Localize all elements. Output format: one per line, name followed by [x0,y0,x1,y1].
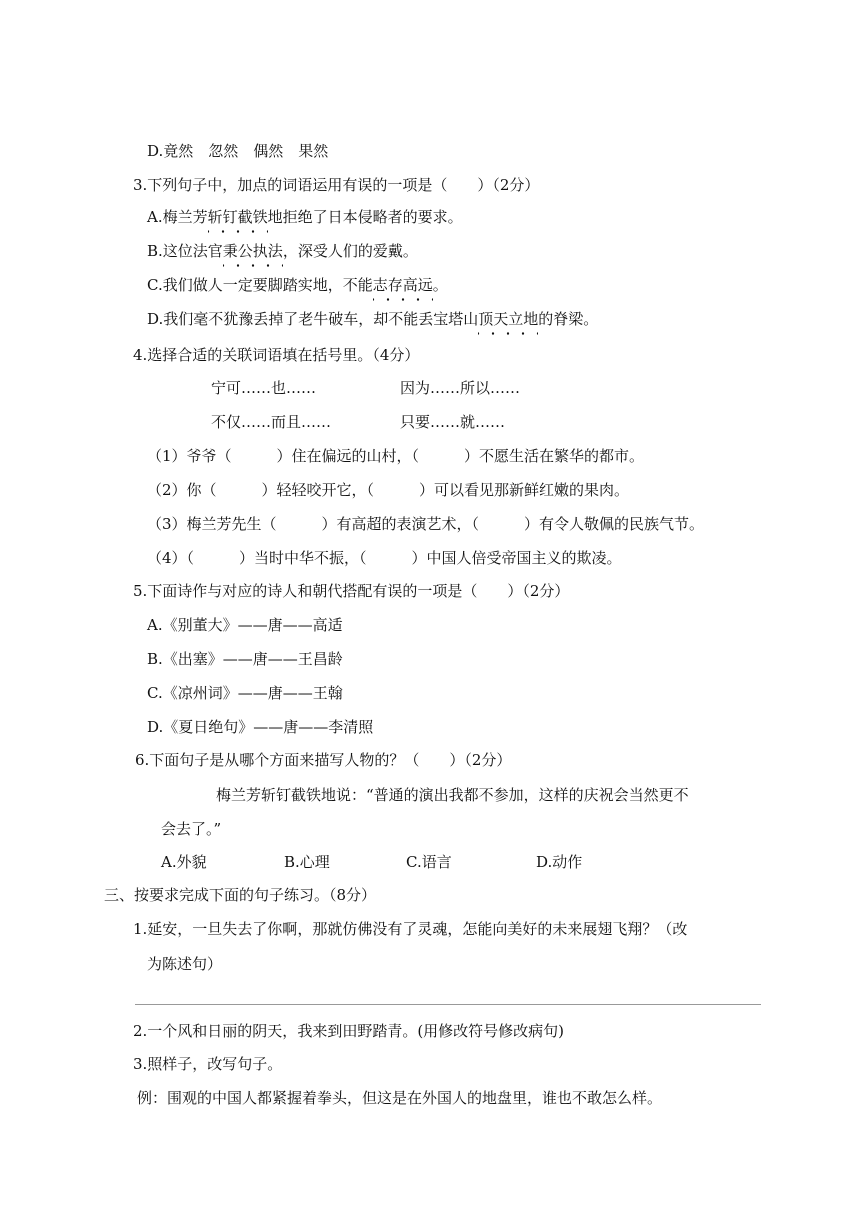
q3c-text-end: 。 [432,276,448,294]
q6-option-d: D.动作 [536,853,583,871]
q3a-dotted-word: 斩钉截铁 [207,208,268,226]
q5-option-b: B.《出塞》——唐——王昌龄 [147,650,343,668]
q3b-text-end: ，深受人们的爱戴。 [282,242,418,260]
q6-option-a: A.外貌 [161,853,207,871]
s3-question-1-line-2: 为陈述句） [147,955,223,973]
q4-item-3: （3）梅兰芳先生（ ）有高超的表演艺术，（ ）有令人敬佩的民族气节。 [147,515,705,533]
q3b-dotted-word: 秉公执法 [222,242,283,260]
q3d-text: D.我们毫不犹豫丢掉了老牛破车，却不能丢宝塔山 [147,310,479,328]
q5-option-a: A.《别董大》——唐——高适 [147,616,343,634]
question-4: 4.选择合适的关联词语填在括号里。（4分） [133,346,420,364]
q3c-text: C.我们做人一定要脚踏实地，不能 [147,276,373,294]
q3-option-b [147,240,418,262]
q3a-text: A.梅兰芳 [147,208,208,226]
q4-item-1: （1）爷爷（ ）住在偏远的山村，（ ）不愿生活在繁华的都市。 [147,447,645,465]
q3-option-c [147,274,448,296]
s3-question-1-line-1: 1.延安，一旦失去了你啊，那就仿佛没有了灵魂，怎能向美好的未来展翅飞翔？（改 [133,920,688,938]
q5-option-c: C.《凉州词》——唐——王翰 [147,684,343,702]
s3-example: 例：围观的中国人都紧握着拳头，但这是在外国人的地盘里，谁也不敢怎么样。 [137,1089,663,1107]
q3c-dotted-word: 志存高远 [372,276,433,294]
q3d-text-end: 的脊梁。 [538,310,599,328]
question-3: 3.下列句子中，加点的词语运用有误的一项是（ ）（2分） [133,176,540,194]
question-6: 6.下面句子是从哪个方面来描写人物的？（ ）（2分） [135,751,512,769]
q6-option-b: B.心理 [284,853,330,871]
q6-option-c: C.语言 [406,853,452,871]
answer-line[interactable] [135,1004,761,1005]
section-3-heading: 三、按要求完成下面的句子练习。（8分） [104,886,377,904]
q4-item-4: （4）（ ）当时中华不振，（ ）中国人倍受帝国主义的欺凌。 [147,549,622,567]
q3a-text-end: 地拒绝了日本侵略者的要求。 [267,208,463,226]
q4-word-2: 因为……所以…… [400,379,521,397]
s3-question-3: 3.照样子，改写句子。 [133,1055,283,1073]
question-5: 5.下面诗作与对应的诗人和朝代搭配有误的一项是（ ）（2分） [133,582,570,600]
q6-sentence-line-2: 会去了。” [161,820,222,838]
q4-item-2: （2）你（ ）轻轻咬开它，（ ）可以看见那新鲜红嫩的果肉。 [147,481,630,499]
s3-question-2: 2.一个风和日丽的阴天，我来到田野踏青。(用修改符号修改病句) [133,1022,565,1040]
q2-option-d: D.竟然 忽然 偶然 果然 [147,142,329,160]
q4-word-4: 只要……就…… [400,413,506,431]
q4-word-1: 宁可……也…… [211,379,317,397]
q3b-text: B.这位法官 [147,242,223,260]
q3d-dotted-word: 顶天立地 [478,310,539,328]
q3-option-a [147,206,463,228]
q4-word-3: 不仅……而且…… [211,413,332,431]
q5-option-d: D.《夏日绝句》——唐——李清照 [147,718,374,736]
q3-option-d [147,308,598,330]
q6-sentence-line-1: 梅兰芳斩钉截铁地说：“普通的演出我都不参加，这样的庆祝会当然更不 [216,786,689,804]
